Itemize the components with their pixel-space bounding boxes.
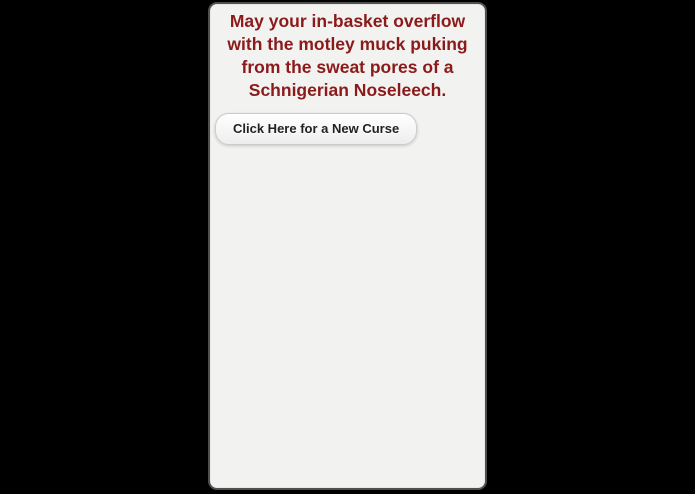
new-curse-button[interactable]: Click Here for a New Curse [215, 113, 417, 145]
curse-card [208, 2, 487, 490]
curse-text: May your in-basket overflow with the motley muck puking from the sweat pores of a Schnigerian Noseleech. [227, 11, 468, 100]
